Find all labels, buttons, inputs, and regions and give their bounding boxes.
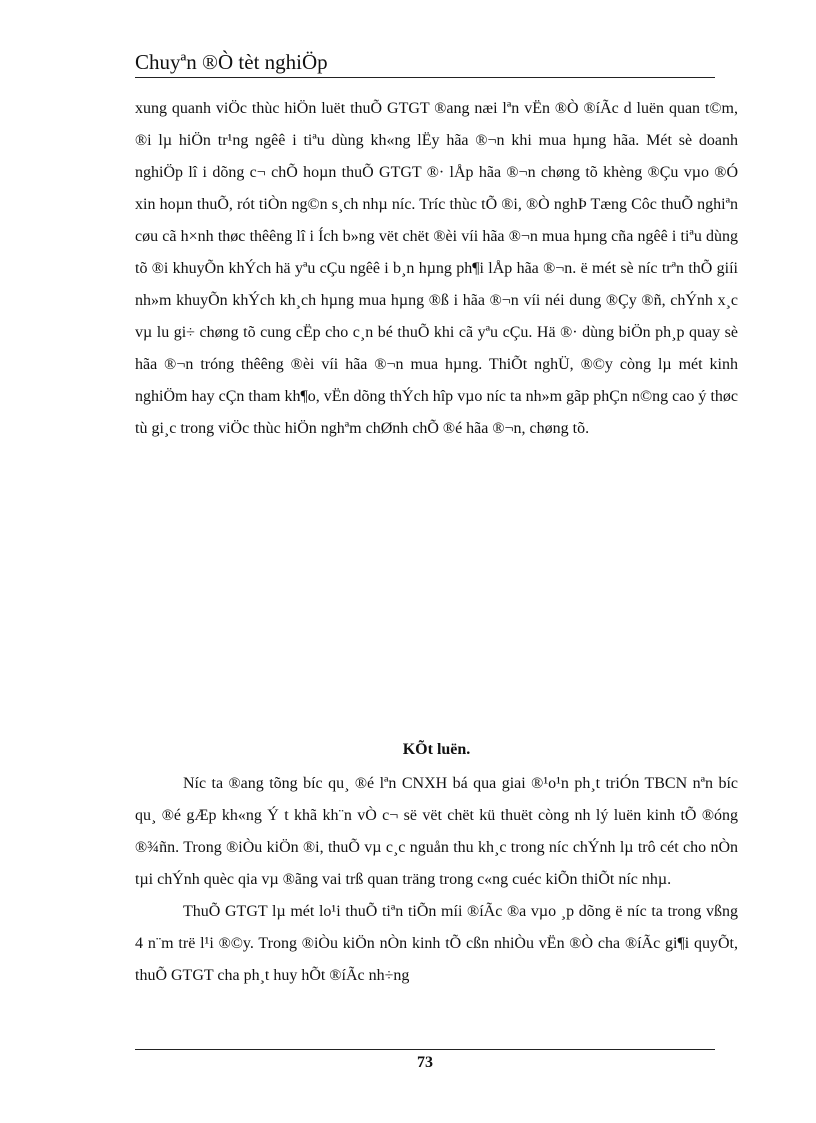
header-rule bbox=[135, 77, 715, 78]
running-header: Chuyªn ®Ò tèt nghiÖp bbox=[135, 50, 328, 74]
body-paragraph: Níc ta ®ang tõng bíc qu¸ ®é lªn CNXH bá qua giai ®¹o¹n ph¸t triÓn TBCN nªn bíc qu¸ ®é gÆp kh«ng Ý t khã kh¨n vÒ c¬ së vët chët kü thuët còng nh lý luën kinh tÕ ®óng ®¾ñn. Trong ®iÒu kiÖn ®i, thuÕ vµ c¸c nguån thu kh¸c trong níc chÝnh lµ trô cét cho nÒn tµi chÝnh quèc qia vµ ®ãng vai trß quan träng trong c«ng cuéc kiÕn thiÕt níc nhµ. bbox=[135, 775, 738, 888]
body-paragraph: ThuÕ GTGT lµ mét lo¹i thuÕ tiªn tiÕn míi ®íÃc ®a vµo ¸p dõng ë níc ta trong vßng 4 n¨m trë l¹i ®©y. Trong ®iÒu kiÖn nÒn kinh tÕ cßn nhiÒu vËn ®Ò cha ®íÃc gi¶i quyÕt, thuÕ GTGT cha ph¸t huy hÕt ®íÃc nh÷ng bbox=[135, 903, 738, 984]
body-paragraph: xung quanh viÖc thùc hiÖn luët thuÕ GTGT ®ang næi lªn vËn ®Ò ®íÃc d luën quan t©m, ®i lµ hiÖn tr¹ng ngêê i tiªu dùng kh«ng lËy hãa ®¬n khi mua hµng hãa. Mét sè doanh nghiÖp lî i dõng c¬ chÕ hoµn thuÕ GTGT ®· lÅp hãa ®¬n chøng tõ khèng ®Çu vµo ®Ó xin hoµn thuÕ, rót tiÒn ng©n s¸ch nhµ níc. Tríc thùc tÕ ®i, ®Ò nghÞ Tæng Côc thuÕ nghiªn cøu cã h×nh thøc thêêng lî i Ích b»ng vët chët ®èi víi hãa ®¬n mua hµng cña ngêê i tiªu dùng tõ ®i khuyÕn khÝch hä yªu cÇu ngêê i b¸n hµng ph¶i lÅp hãa ®¬n. ë mét sè níc trªn thÕ giíi nh»m khuyÕn khÝch kh¸ch hµng mua hµng ®ß i hãa ®¬n víi néi dung ®Çy ®ñ, chÝnh x¸c vµ lu gi÷ chøng tõ cung cËp cho c¸n bé thuÕ khi cã yªu cÇu. Hä ®· dùng biÖn ph¸p quay sè hãa ®¬n tróng thêêng ®èi víi hãa ®¬n mua hµng. ThiÕt nghÜ, ®©y còng lµ mét kinh nghiÖm hay cÇn tham kh¶o, vËn dõng thÝch hîp vµo níc ta nh»m gãp phÇn n©ng cao ý thøc tù gi¸c trong viÖc thùc hiÖn nghªm chØnh chÕ ®é hãa ®¬n, chøng tõ. bbox=[135, 100, 738, 437]
section-continuation bbox=[135, 93, 738, 445]
conclusion-body bbox=[135, 768, 738, 992]
footer-rule bbox=[135, 1049, 715, 1050]
section-heading: KÕt luën. bbox=[402, 741, 471, 758]
page-number: 73 bbox=[417, 1054, 433, 1071]
